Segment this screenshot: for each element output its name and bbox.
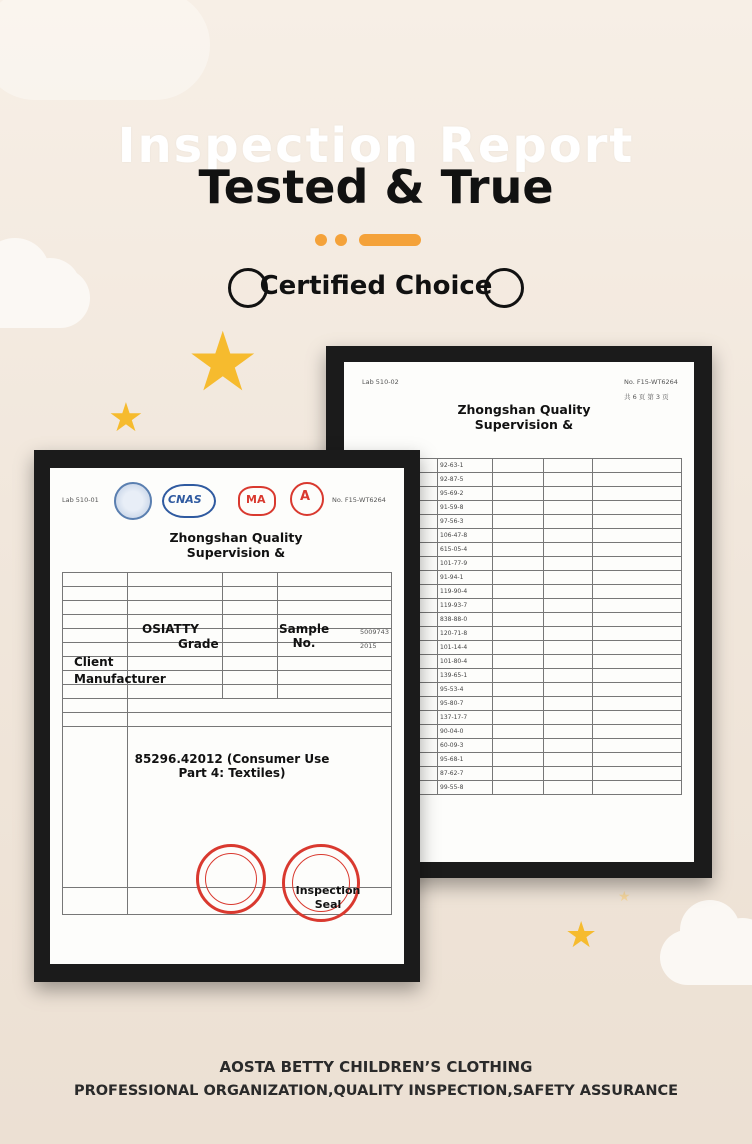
page-title: Tested & True	[198, 160, 554, 214]
star-icon: ★	[108, 395, 144, 441]
cas-number-cell: 615-05-4	[438, 543, 493, 557]
brand-line: AOSTA BETTY CHILDREN’S CLOTHING	[219, 1058, 533, 1076]
client-label: Client	[74, 655, 114, 669]
grade-label: Grade	[178, 637, 219, 651]
organization-name: Zhongshan Quality Supervision &	[169, 530, 303, 560]
brand-value: OSIATTY	[142, 622, 199, 636]
cas-number-cell: 91-59-8	[438, 501, 493, 515]
cas-number-cell: 137-17-7	[438, 711, 493, 725]
cas-number-cell: 106-47-8	[438, 529, 493, 543]
front-report-frame	[34, 450, 420, 982]
star-icon: ★	[618, 889, 631, 905]
title-background-text: Inspection Report	[117, 118, 635, 174]
tagline: PROFESSIONAL ORGANIZATION,QUALITY INSPECTION,SAFETY ASSURANCE	[73, 1083, 679, 1099]
cloud-icon	[660, 930, 752, 985]
sample-number-label: Sample No.	[279, 622, 330, 650]
cas-number-cell: 119-93-7	[438, 599, 493, 613]
cas-number-cell: 95-68-1	[438, 753, 493, 767]
cas-number-cell: 101-80-4	[438, 655, 493, 669]
report-number: No. F15-WT6264	[332, 496, 386, 504]
cloud-icon	[0, 268, 90, 328]
cas-number-cell: 99-55-8	[438, 781, 493, 795]
standard-text: 85296.42012 (Consumer Use Part 4: Textiles)	[134, 752, 330, 780]
cas-number-cell: 95-69-2	[438, 487, 493, 501]
cnas-logo: CNAS	[162, 484, 216, 518]
cma-logo: MA	[238, 486, 276, 516]
cas-number-cell: 87-62-7	[438, 767, 493, 781]
cas-number-cell: 139-65-1	[438, 669, 493, 683]
page-info: 共 6 页 第 3 页	[624, 393, 669, 401]
seal-label: Inspection Seal	[295, 884, 361, 911]
cas-number-cell: 92-87-5	[438, 473, 493, 487]
organization-name: Zhongshan Quality Supervision &	[457, 402, 591, 432]
cas-number-cell: 91-94-1	[438, 571, 493, 585]
cas-number-cell: 101-77-9	[438, 557, 493, 571]
cloud-icon	[0, 0, 210, 100]
sample-number-value: 5009743	[360, 628, 389, 636]
year-value: 2015	[360, 642, 377, 650]
ilac-logo	[114, 482, 152, 520]
front-report-page	[50, 468, 404, 964]
manufacturer-label: Manufacturer	[74, 672, 166, 686]
cas-number-cell: 101-14-4	[438, 641, 493, 655]
cas-number-cell: 92-63-1	[438, 459, 493, 473]
lab-code: Lab 510-01	[62, 496, 99, 504]
star-icon: ★	[186, 315, 260, 410]
cas-number-cell: 95-80-7	[438, 697, 493, 711]
cas-number-cell: 120-71-8	[438, 627, 493, 641]
star-icon: ★	[565, 915, 598, 956]
cas-number-cell: 119-90-4	[438, 585, 493, 599]
report-number: No. F15-WT6264	[624, 378, 678, 386]
badge-text: Certified Choice	[259, 271, 493, 301]
cas-number-cell: 95-53-4	[438, 683, 493, 697]
red-seal-stamp	[196, 844, 266, 914]
lab-code: Lab 510-02	[362, 378, 399, 386]
cas-number-cell: 60-09-3	[438, 739, 493, 753]
cas-number-cell: 90-04-0	[438, 725, 493, 739]
certified-badge	[228, 268, 524, 306]
cas-number-cell: 97-56-3	[438, 515, 493, 529]
cal-logo: A	[290, 482, 324, 516]
cas-number-cell: 838-88-0	[438, 613, 493, 627]
